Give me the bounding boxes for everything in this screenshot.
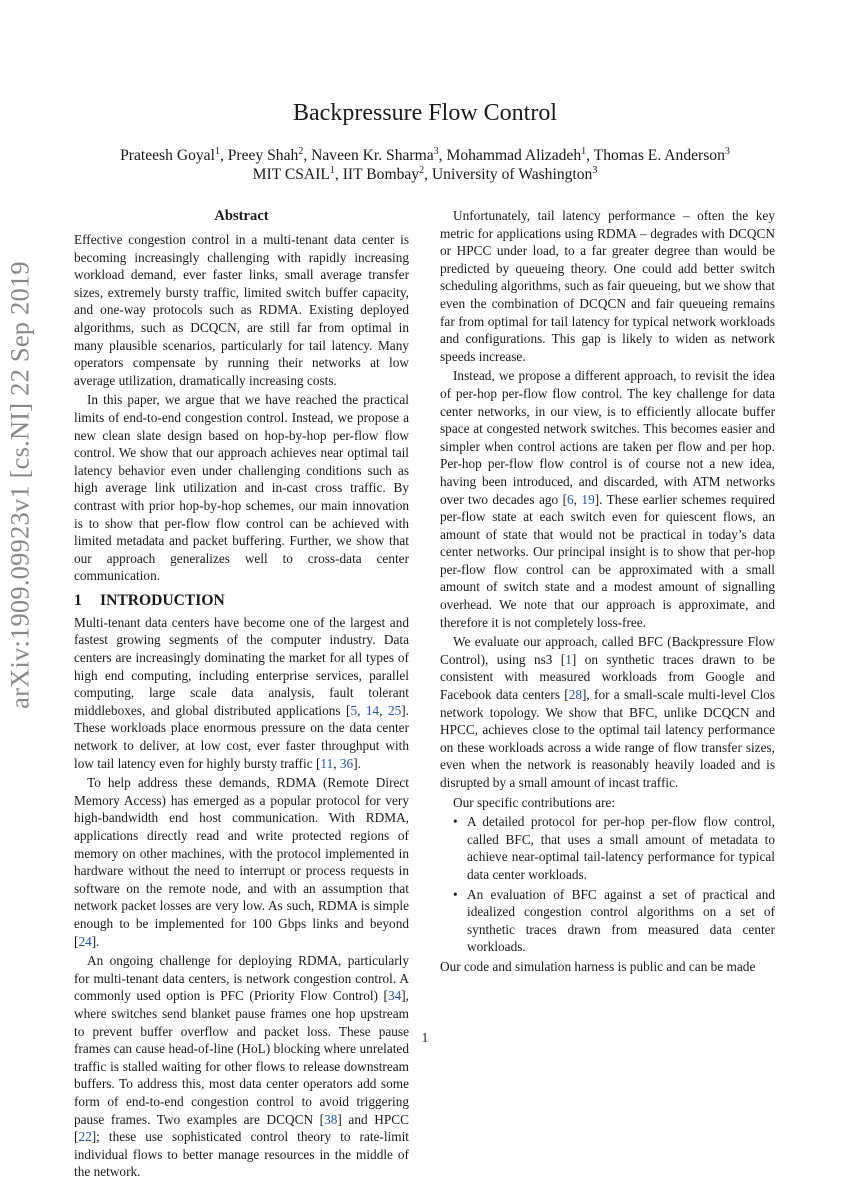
intro-paragraph-1: [74, 614, 409, 772]
body-text: We evaluate our approach, called BFC (Backpressure Flow Control), using ns3 [: [440, 634, 775, 667]
body-text: ] and HPCC [: [74, 1111, 409, 1145]
citation-link[interactable]: 24: [78, 933, 92, 949]
body-text: ], for a small-scale multi-level Clos network topology. We show that BFC, unlike DCQCN and HPCC, achieves close to the optimal tail latency performance on these workloads across a wide range of flow transfer sizes, even when the network is reasonably heavily loaded and is disrupted by a small amount of incast traffic.: [440, 687, 775, 790]
section-number: 1: [74, 591, 82, 609]
abstract-paragraph-1: Effective congestion control in a multi-tenant data center is becoming increasingly challenging with rapidly increasing workload demand, ever faster links, small average transfer sizes, extremely bursty traffic, limited switch buffer capacity, and one-way protocols such as RDMA. Existing deployed algorithms, such as DCQCN, are still far from optimal in many plausible scenarios, particularly for tail latency. Many operators compensate by running their networks at low average utilization, dramatically increasing costs.: [74, 232, 409, 388]
body-text: ], where switches send blanket pause frames one hop upstream to prevent buffer overflow and packet loss. These pause frames can cause head-of-line (HoL) blocking where unrelated traffic is stalled waiting for other flows to release downstream buffers. To address this, most data center operators add some form of end-to-end congestion control to avoid triggering pause frames. Two examples are DCQCN [: [74, 988, 409, 1127]
right-column: [440, 205, 775, 976]
citation-link[interactable]: 25: [387, 702, 402, 718]
body-text: ].: [353, 755, 361, 771]
affiliation-list: MIT CSAIL$^1$, IIT Bombay$^2$, University of Washington$^3$: [252, 165, 598, 183]
citation-link[interactable]: 22: [78, 1129, 92, 1145]
citation-link[interactable]: 5: [350, 702, 358, 718]
intro-paragraph-8: Our code and simulation harness is public and can be made: [440, 958, 756, 974]
citation-link[interactable]: 28: [568, 687, 582, 703]
body-text: ,: [333, 755, 340, 771]
affiliation-name: IIT Bombay: [342, 166, 420, 183]
citation-link[interactable]: 38: [324, 1111, 338, 1127]
affiliation-mark: 1: [329, 165, 335, 176]
intro-paragraph-2: [74, 774, 409, 950]
intro-paragraph-4: Unfortunately, tail latency performance – often the key metric for applications using RDMA – degrades with DCQCN or HPCC under load, to a far greater degree than would be predicted by queueing theory. One could add better switch scheduling algorithms, such as fair queueing, but we show that even the combination of DCQCN and fair queueing remains far from optimal for tail latency for typical network workloads and configurations. This gap is likely to widen as network speeds increase.: [440, 208, 775, 364]
body-text: ] on synthetic traces drawn to be consistent with measured workloads from Google and Facebook data centers [: [440, 651, 775, 703]
author-name: Preey Shah: [227, 147, 299, 164]
affiliation-mark: 2: [419, 165, 425, 176]
body-text: Multi-tenant data centers have become one of the largest and fastest growing segments of the computer industry. Data centers are increasingly dominating the market for all types of high end computing, including enterprise services, parallel computing, large scale data analysis, fault tolerant middleboxes, and global distributed applications [: [74, 614, 409, 718]
affiliation-mark: 3: [592, 165, 598, 176]
intro-paragraph-6: [440, 633, 775, 791]
intro-paragraph-5: [440, 367, 775, 631]
body-text: ,: [379, 702, 388, 718]
author-name: Thomas E. Anderson: [593, 147, 725, 164]
contribution-item: • A detailed protocol for per-hop per-flow flow control, called BFC, that uses a small amount of metadata to achieve near-optimal tail-latency performance for typical data center workloads.: [440, 813, 775, 883]
page-number: 1: [421, 1030, 429, 1045]
citation-link[interactable]: 34: [387, 988, 402, 1004]
paper-title: Backpressure Flow Control: [293, 100, 557, 126]
abstract-heading: Abstract: [214, 208, 269, 224]
body-text: To help address these demands, RDMA (Remote Direct Memory Access) has emerged as a popular protocol for very high-bandwidth end host communication. With RDMA, applications directly read and write protected regions of memory on other machines, with the protocol implemented in hardware without the need to interrupt or process requests in software on the remote node, and with an assumption that network packet losses are very low. As such, RDMA is simple enough to be implemented for 100 Gbps links and beyond [: [74, 775, 409, 949]
body-text: ,: [573, 491, 582, 507]
body-text: An ongoing challenge for deploying RDMA, particularly for multi-tenant data centers, is network congestion control. A commonly used option is PFC (Priority Flow Control) [: [74, 953, 409, 1004]
arxiv-id-text: arXiv:1909.09923v1 [cs.NI] 22 Sep 2019: [4, 261, 35, 709]
section-heading-introduction: [74, 590, 409, 612]
author-affil-mark: 3: [433, 146, 439, 157]
body-text: ,: [357, 702, 366, 718]
author-affil-mark: 3: [724, 146, 730, 157]
body-text: ].: [91, 933, 100, 949]
author-name: Prateesh Goyal: [120, 147, 215, 164]
author-affil-mark: 1: [214, 146, 220, 157]
body-text: ]. These earlier schemes required per-flow state at each switch even for quiescent flows, an amount of state that would not be practical in today’s data center networks. Our principal insight is to show that per-hop per-flow flow control can be approximated with a small amount of switch state and a modest amount of signalling overhead. We note that our approach is approximate, and therefore it is not completely loss-free.: [440, 491, 775, 630]
citation-link[interactable]: 1: [565, 651, 572, 667]
section-title: INTRODUCTION: [100, 591, 225, 609]
arxiv-sidebar-stamp: [0, 261, 40, 709]
affiliation-name: University of Washington: [431, 166, 593, 183]
author-affil-mark: 1: [581, 146, 587, 157]
author-name: Naveen Kr. Sharma: [311, 147, 434, 164]
body-text: ]; these use sophisticated control theory to rate-limit individual flows to better manage resources in the middle of the network.: [74, 1129, 409, 1180]
citation-link[interactable]: 19: [581, 491, 595, 507]
contributions-list: [440, 813, 775, 956]
body-text: ]. These workloads place enormous pressure on the data center network to deliver, at low cost, ever faster throughput with low tail latency even for highly bursty traffic [: [74, 702, 409, 771]
abstract-paragraph-2: In this paper, we argue that we have reached the practical limits of end-to-end congestion control. Instead, we propose a new clean slate design based on hop-by-hop per-flow flow control. We show that our approach achieves near optimal tail latency behavior even under challenging conditions such as high average link utilization and in-cast cross traffic. By contrast with prior hop-by-hop schemes, our main innovation is to show that per-flow flow control can be achieved with limited metadata and packet buffering. Further, we show that our approach generalizes well to cross-data center communication.: [74, 392, 409, 584]
author-affil-mark: 2: [298, 146, 304, 157]
author-list: Prateesh Goyal$^1$, Preey Shah$^2$, Naveen Kr. Sharma$^3$, Mohammad Alizadeh$^1$, Thomas E. Anderson$^3$: [120, 146, 730, 164]
affiliation-name: MIT CSAIL: [252, 166, 330, 183]
intro-paragraph-3: [74, 952, 409, 1181]
contribution-item: • An evaluation of BFC against a set of practical and idealized congestion control algorithms on a set of synthetic traces drawn from measured data center workloads.: [440, 886, 775, 956]
intro-paragraph-7: Our specific contributions are:: [453, 794, 616, 810]
citation-link[interactable]: 14: [365, 702, 380, 718]
citation-link[interactable]: 11: [320, 755, 334, 771]
citation-link[interactable]: 36: [339, 755, 354, 771]
body-text: Instead, we propose a different approach, to revisit the idea of per-hop per-flow flow control. The key challenge for data center networks, in our view, is to efficiently allocate buffer space at congested network switches. This becomes easier and simpler when control actions are taken per flow and per hop. Per-hop per-flow flow control is of course not a new idea, having been introduced, and discarded, with ATM networks over two decades ago [: [440, 368, 775, 507]
citation-link[interactable]: 6: [567, 491, 574, 507]
author-name: Mohammad Alizadeh: [446, 147, 582, 164]
